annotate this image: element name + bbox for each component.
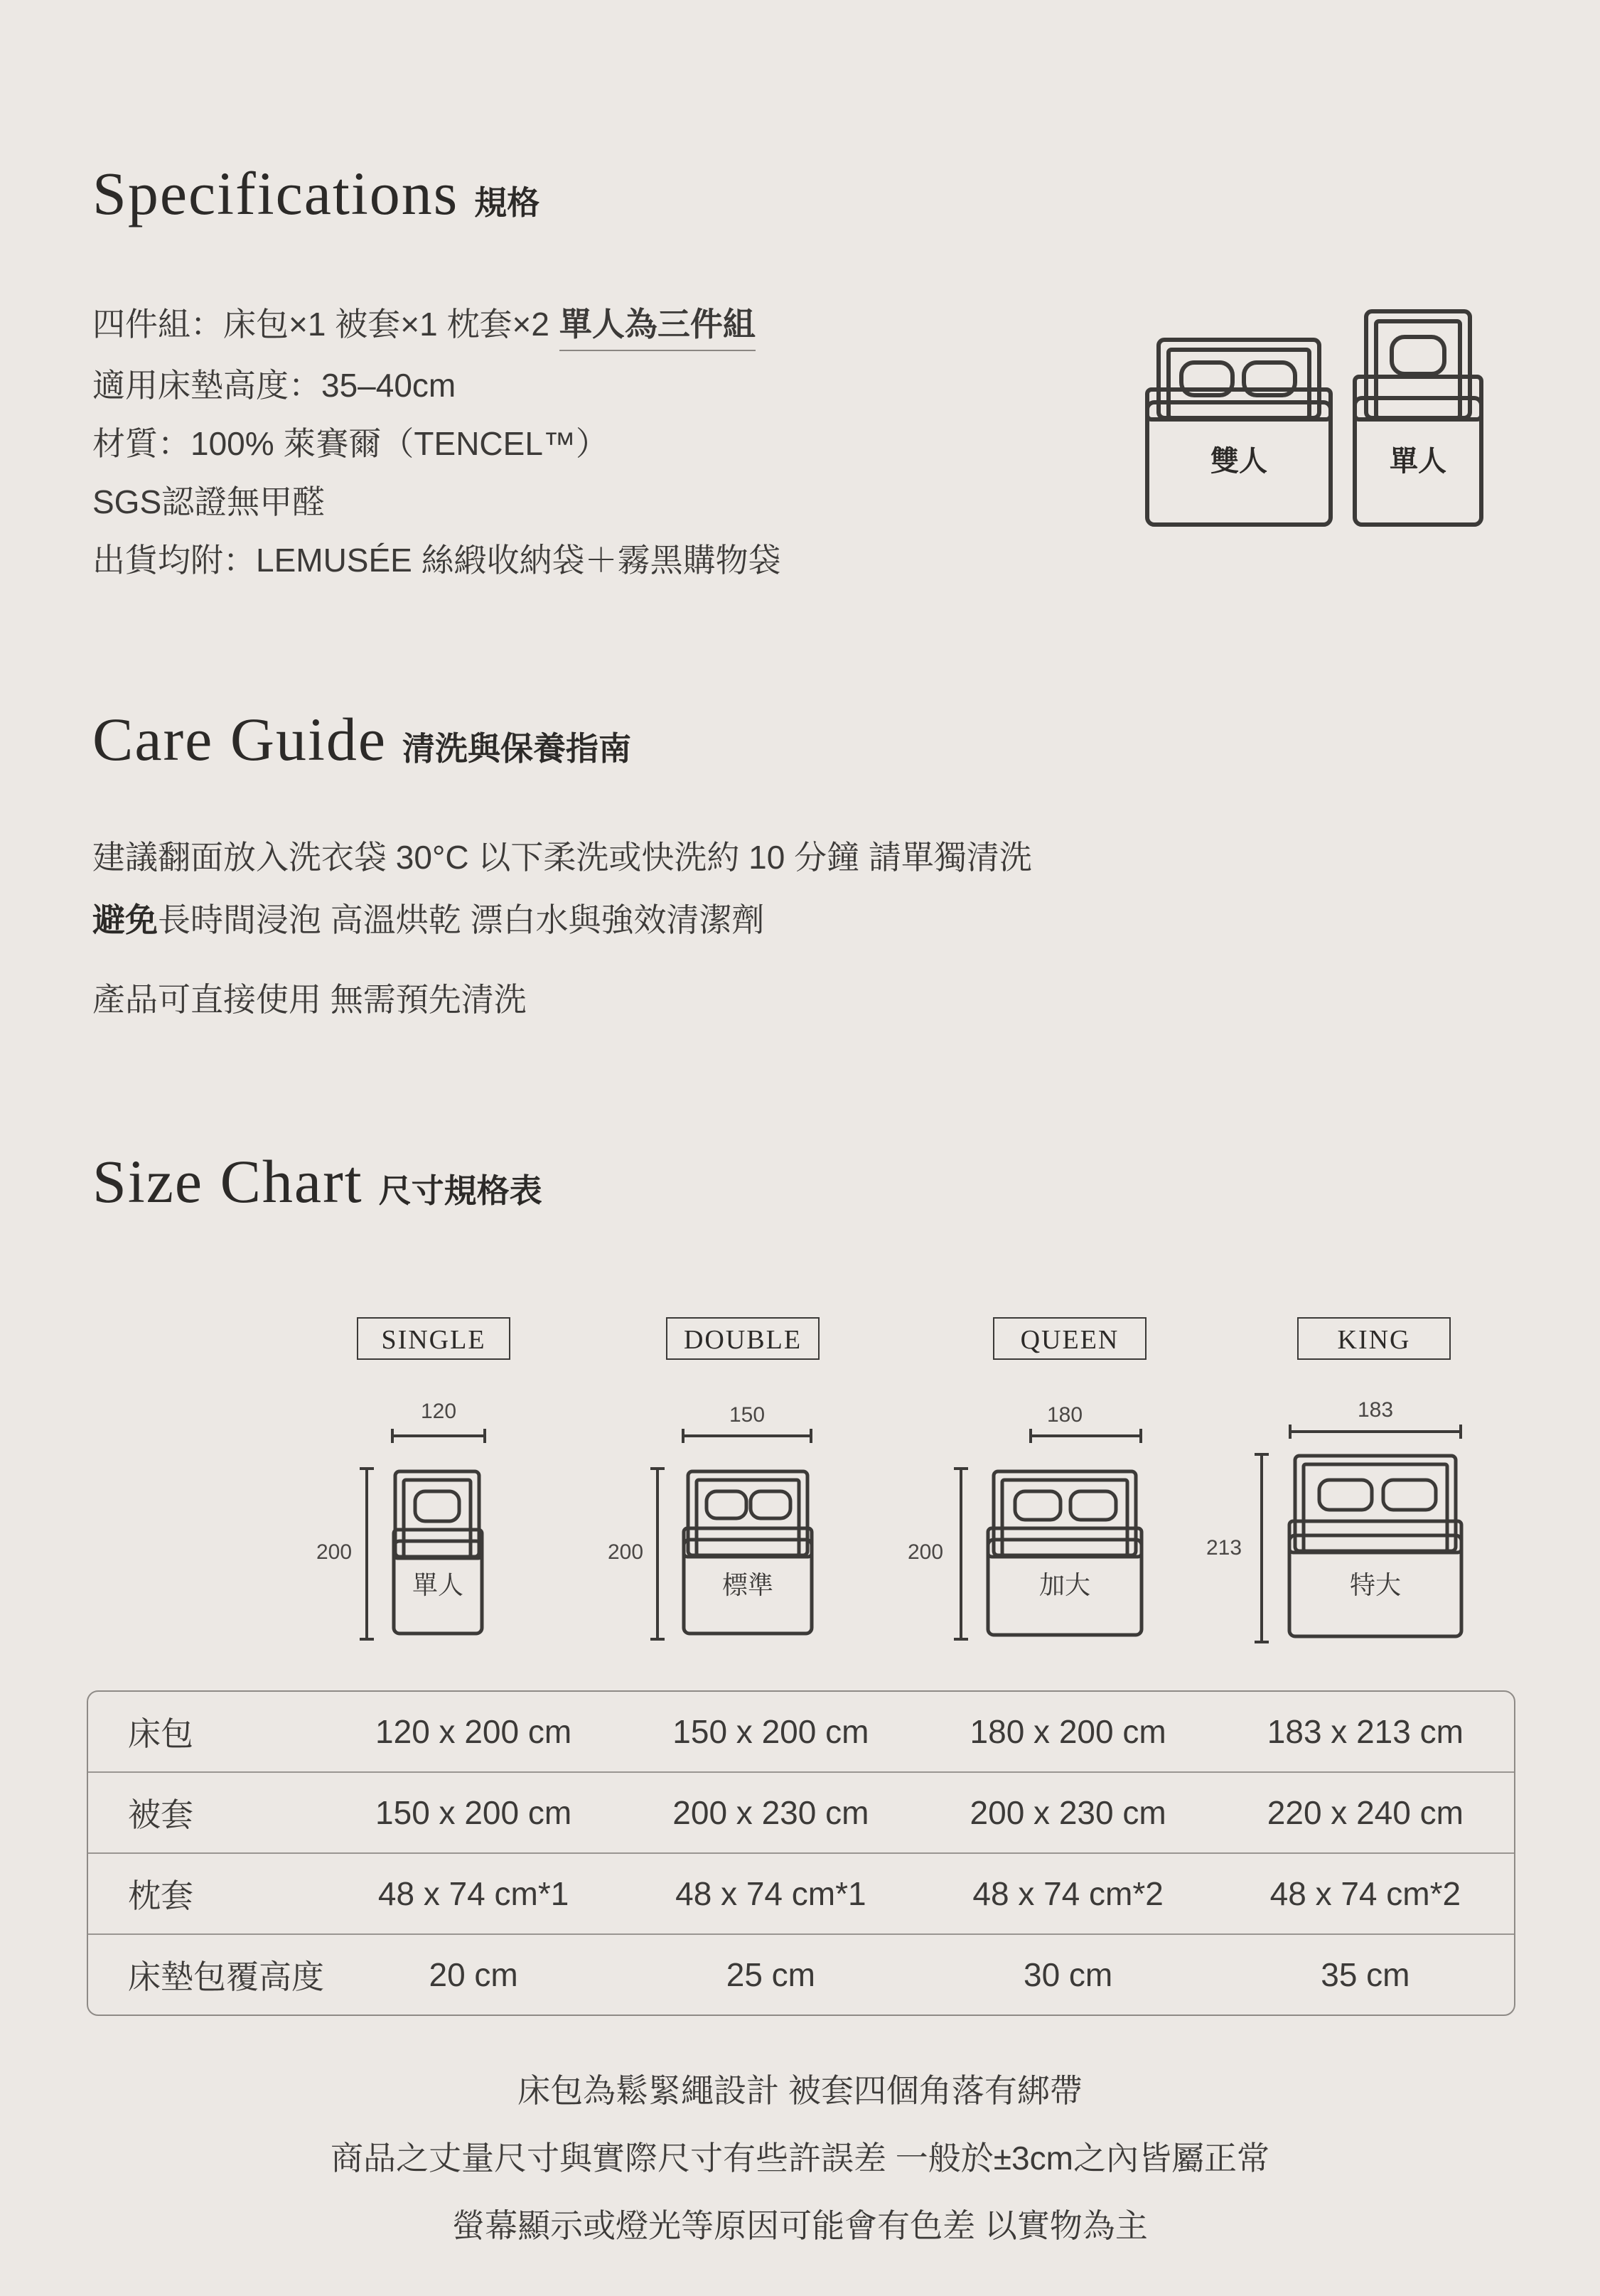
specifications-heading (92, 158, 539, 229)
care-avoid-bold: 避免 (92, 901, 158, 938)
table-row (88, 1935, 1514, 2015)
row-label-pillowcase: 枕套 (88, 1854, 325, 1935)
queen-zh-label: 加大 (1038, 1570, 1091, 1599)
single-width-label: 120 (420, 1400, 457, 1423)
table-cell: 200 x 230 cm (622, 1773, 919, 1854)
bed-icons-group (1137, 306, 1486, 533)
spec-line-height: 適用床墊高度：35–40cm (92, 367, 456, 404)
double-length-label: 200 (607, 1540, 644, 1564)
table-cell: 183 x 213 cm (1217, 1692, 1514, 1773)
table-cell: 200 x 230 cm (920, 1773, 1217, 1854)
bed-size-diagrams (0, 1379, 1600, 1649)
table-row (88, 1854, 1514, 1935)
care-line-wash: 建議翻面放入洗衣袋 30°C 以下柔洗或快洗約 10 分鐘 請單獨清洗 (92, 839, 1032, 876)
queen-size-diagram (954, 1429, 1142, 1639)
row-label-fitted-sheet: 床包 (88, 1692, 325, 1773)
table-cell: 30 cm (1023, 1956, 1113, 1993)
care-line-avoid (92, 894, 765, 941)
table-row (88, 1692, 1514, 1773)
king-size-diagram (1255, 1425, 1461, 1642)
size-table (87, 1690, 1515, 2016)
double-size-diagram (650, 1429, 812, 1639)
king-zh-label: 特大 (1349, 1570, 1402, 1599)
care-line-ready: 產品可直接使用 無需預先清洗 (92, 981, 527, 1018)
row-label-duvet-cover: 被套 (88, 1773, 325, 1854)
single-zh-label: 單人 (412, 1570, 464, 1599)
table-cell: 180 x 200 cm (920, 1692, 1217, 1773)
spec-set-text: 四件組：床包×1 被套×1 枕套×2 (92, 306, 549, 343)
table-row (88, 1773, 1514, 1854)
table-cell: 48 x 74 cm*1 (622, 1854, 919, 1935)
spec-line-shipping: 出貨均附：LEMUSÉE 絲緞收納袋＋霧黑購物袋 (92, 542, 781, 579)
care-title-en: Care Guide (92, 705, 387, 773)
note-color: 螢幕顯示或燈光等原因可能會有色差 以實物為主 (452, 2207, 1148, 2244)
double-bed-label: 雙人 (1210, 446, 1267, 477)
specifications-title-zh: 規格 (474, 184, 540, 221)
spec-line-set (92, 299, 756, 351)
size-label-double: DOUBLE (666, 1317, 820, 1360)
double-bed-icon (1147, 340, 1331, 525)
spec-line-sgs: SGS認證無甲醛 (92, 483, 326, 520)
size-label-single: SINGLE (357, 1317, 510, 1360)
table-cell: 35 cm (1321, 1956, 1410, 1993)
spec-line-material: 材質：100% 萊賽爾（TENCEL™） (92, 425, 608, 462)
single-length-label: 200 (316, 1540, 353, 1564)
table-cell: 150 x 200 cm (325, 1773, 622, 1854)
table-cell: 48 x 74 cm*1 (325, 1854, 622, 1935)
care-title-zh: 清洗與保養指南 (402, 730, 632, 767)
king-length-label: 213 (1206, 1536, 1242, 1560)
row-label-mattress-depth: 床墊包覆高度 (128, 1958, 324, 1995)
single-bed-label: 單人 (1390, 446, 1446, 477)
table-cell: 120 x 200 cm (325, 1692, 622, 1773)
queen-width-label: 180 (1046, 1403, 1083, 1427)
double-width-label: 150 (729, 1403, 766, 1427)
spec-single-note: 單人為三件組 (559, 299, 756, 351)
size-chart-heading (92, 1146, 542, 1217)
single-size-diagram (360, 1429, 485, 1639)
queen-length-label: 200 (907, 1540, 944, 1564)
table-cell: 220 x 240 cm (1217, 1773, 1514, 1854)
size-chart-title-zh: 尺寸規格表 (378, 1172, 542, 1209)
table-cell: 20 cm (429, 1956, 518, 1993)
size-label-queen: QUEEN (993, 1317, 1147, 1360)
table-cell: 48 x 74 cm*2 (920, 1854, 1217, 1935)
single-bed-icon (1355, 311, 1481, 525)
table-cell: 150 x 200 cm (622, 1692, 919, 1773)
size-label-king: KING (1297, 1317, 1451, 1360)
double-zh-label: 標準 (721, 1570, 774, 1599)
size-chart-title-en: Size Chart (92, 1147, 363, 1216)
care-heading (92, 704, 631, 775)
table-cell: 48 x 74 cm*2 (1217, 1854, 1514, 1935)
specifications-title-en: Specifications (92, 159, 459, 227)
table-cell: 25 cm (726, 1956, 815, 1993)
note-elastic: 床包為鬆緊繩設計 被套四個角落有綁帶 (517, 2072, 1083, 2109)
king-width-label: 183 (1357, 1398, 1394, 1422)
care-avoid-text: 長時間浸泡 高溫烘乾 漂白水與強效清潔劑 (158, 901, 765, 938)
note-tolerance: 商品之丈量尺寸與實際尺寸有些許誤差 一般於±3cm之內皆屬正常 (331, 2140, 1269, 2177)
